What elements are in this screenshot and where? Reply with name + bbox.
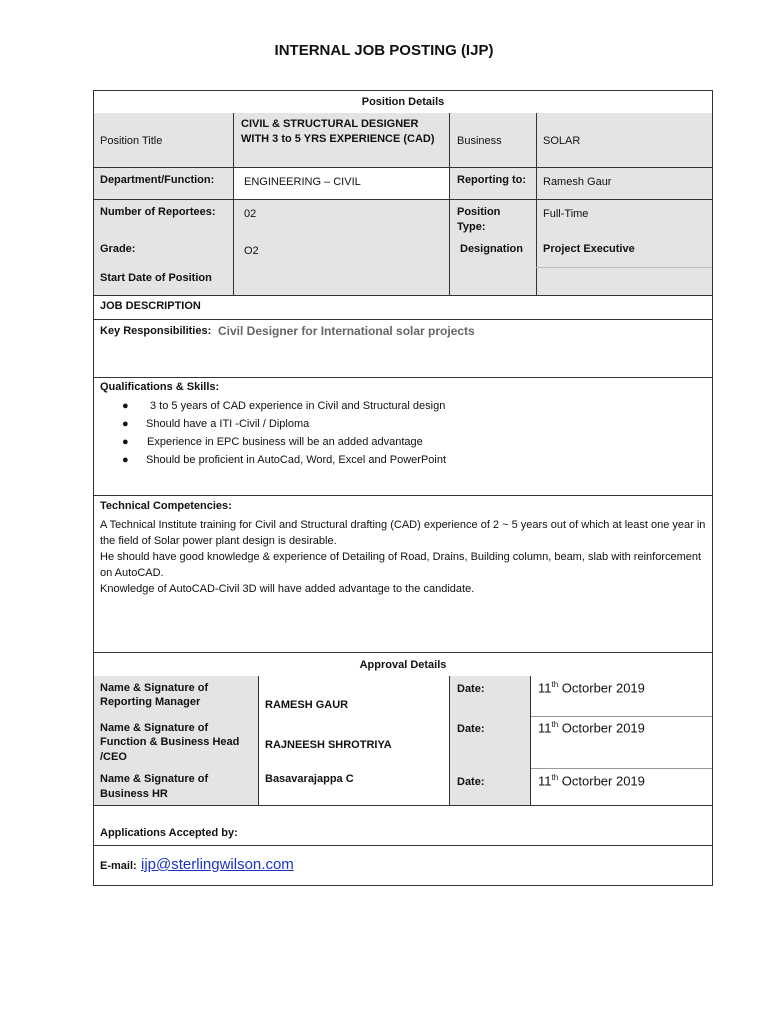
- position-type-value: Full-Time: [543, 208, 589, 220]
- approval-row-2-date: 11th Octorber 2019: [538, 720, 645, 736]
- technical-paragraph-1: A Technical Institute training for Civil and Structural drafting (CAD) experience of 2 ~ 5 years out of which at least one year in the field of Solar power plant design is desirable.: [100, 519, 706, 547]
- applications-label: Applications Accepted by:: [100, 827, 238, 839]
- department-label: Department/Function:: [100, 174, 215, 186]
- position-title-label: Position Title: [100, 135, 163, 147]
- reporting-value: Ramesh Gaur: [543, 176, 612, 188]
- approval-row-1-date: 11th Octorber 2019: [538, 680, 645, 696]
- technical-paragraph-3: Knowledge of AutoCAD-Civil 3D will have added advantage to the candidate.: [100, 583, 475, 595]
- approval-row-3-name: Basavarajappa C: [265, 773, 354, 785]
- approval-row-2-label-line3: /CEO: [100, 751, 127, 763]
- key-responsibilities-label: Key Responsibilities:: [100, 325, 212, 337]
- approval-row-2-date-label: Date:: [457, 723, 485, 735]
- email-label: E-mail:: [100, 860, 137, 872]
- approval-row-3-label-line1: Name & Signature of: [100, 773, 209, 785]
- technical-competencies-label: Technical Competencies:: [100, 500, 232, 512]
- approval-row-1-name: RAMESH GAUR: [265, 699, 349, 711]
- department-value: ENGINEERING – CIVIL: [244, 176, 361, 188]
- page-title: INTERNAL JOB POSTING (IJP): [274, 42, 494, 59]
- approval-row-3-date: 11th Octorber 2019: [538, 773, 645, 789]
- grade-label: Grade:: [100, 243, 136, 255]
- designation-label: Designation: [460, 243, 523, 255]
- approval-row-1-date-label: Date:: [457, 683, 485, 695]
- business-label: Business: [457, 135, 502, 147]
- start-date-label: Start Date of Position: [100, 272, 212, 284]
- reportees-label: Number of Reportees:: [100, 206, 216, 218]
- business-value: SOLAR: [543, 135, 581, 147]
- list-item: ● Experience in EPC business will be an added advantage: [122, 436, 423, 448]
- approval-row-2-label-line1: Name & Signature of: [100, 722, 209, 734]
- reportees-value: 02: [244, 208, 257, 220]
- approval-row-3-label-line2: Business HR: [100, 788, 168, 800]
- technical-paragraph-2: He should have good knowledge & experience of Detailing of Road, Drains, Building column, beam, slab with reinforcement on AutoCAD.: [100, 551, 702, 579]
- list-item: ● Should have a ITI -Civil / Diploma: [122, 418, 310, 430]
- position-title-value-line1: CIVIL & STRUCTURAL DESIGNER: [241, 118, 419, 130]
- position-details-header: Position Details: [361, 96, 445, 108]
- position-type-label-line1: Position: [457, 206, 501, 218]
- approval-row-3-date-label: Date:: [457, 776, 485, 788]
- approval-row-2-label-line2: Function & Business Head: [100, 736, 240, 748]
- position-type-label-line2: Type:: [457, 221, 486, 233]
- reporting-label: Reporting to:: [457, 174, 527, 186]
- position-title-value-line2: WITH 3 to 5 YRS EXPERIENCE (CAD): [241, 133, 435, 145]
- approval-row-2-name: RAJNEESH SHROTRIYA: [265, 739, 392, 751]
- approval-row-1-label-line1: Name & Signature of: [100, 682, 209, 694]
- key-responsibilities-value: Civil Designer for International solar projects: [218, 324, 475, 338]
- list-item: ● Should be proficient in AutoCad, Word, Excel and PowerPoint: [122, 454, 447, 466]
- email-link[interactable]: ijp@sterlingwilson.com: [141, 856, 294, 873]
- qualifications-list: [122, 397, 702, 469]
- grade-value: O2: [244, 245, 259, 257]
- designation-value: Project Executive: [543, 243, 635, 255]
- applications-box: [93, 805, 713, 846]
- approval-details-header: Approval Details: [359, 659, 447, 671]
- qualifications-label: Qualifications & Skills:: [100, 381, 220, 393]
- list-item: ● 3 to 5 years of CAD experience in Civil and Structural design: [122, 400, 446, 412]
- job-description-header: JOB DESCRIPTION: [100, 300, 201, 312]
- approval-row-1-label-line2: Reporting Manager: [100, 696, 201, 708]
